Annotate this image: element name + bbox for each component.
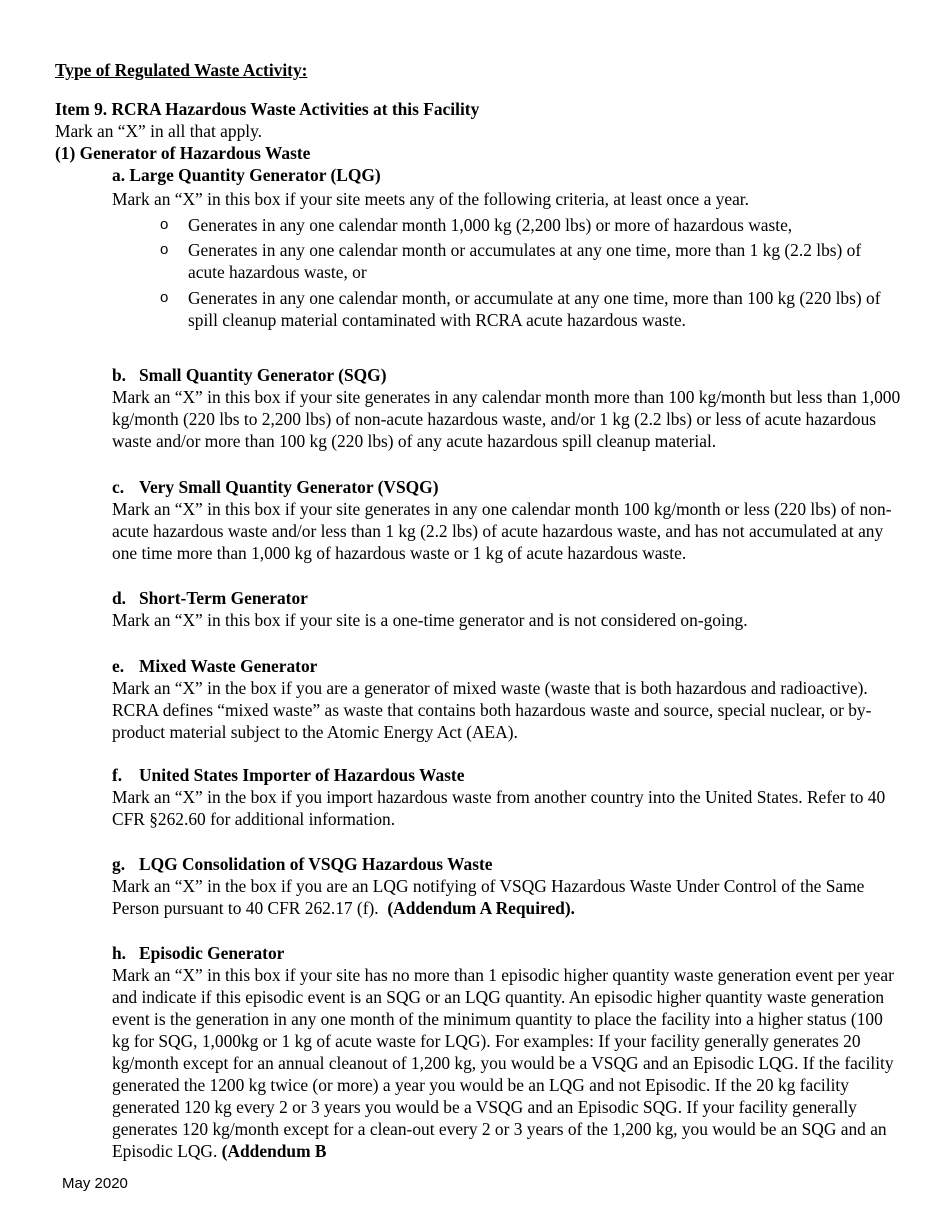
lqg-title: a. Large Quantity Generator (LQG): [112, 165, 381, 185]
vsqg-letter: c.: [112, 477, 125, 497]
mixed-body: Mark an “X” in the box if you are a generator of mixed waste (waste that is both hazardous and radioactive). RCRA defines “mixed waste” as waste that contains both hazardous waste and source, special nuclear, or by-product material subject to the Atomic Energy Act (AEA).: [112, 678, 877, 742]
lqg-bullet-text: Generates in any one calendar month, or accumulate at any one time, more than 100 kg (220 lbs) of spill cleanup material contaminated with RCRA acute hazardous waste.: [188, 288, 881, 330]
item-instruction: Mark an “X” in all that apply.: [55, 121, 263, 141]
consolidation-body-text: Mark an “X” in the box if you are an LQG notifying of VSQG Hazardous Waste Under Control of the Same Person pursuant to 40 CFR 262.17 (f).: [112, 876, 865, 918]
bullet-icon: o: [160, 241, 169, 258]
consolidation-title: LQG Consolidation of VSQG Hazardous Waste: [139, 854, 493, 874]
short-term-letter: d.: [112, 588, 127, 608]
episodic-letter: h.: [112, 943, 127, 963]
addendum-b-note: (Addendum B: [221, 1141, 327, 1161]
lqg-intro: Mark an “X” in this box if your site meets any of the following criteria, at least once a year.: [112, 189, 749, 209]
addendum-a-note: (Addendum A Required).: [387, 898, 575, 918]
item-title: Item 9. RCRA Hazardous Waste Activities at this Facility: [55, 99, 480, 119]
mixed-letter: e.: [112, 656, 125, 676]
vsqg-body: Mark an “X” in this box if your site generates in any one calendar month 100 kg/month or less (220 lbs) of non-acute hazardous waste and/or less than 1 kg (2.2 lbs) of acute hazardous waste, and has not accumulated at any one time more than 1,000 kg of hazardous waste or 1 kg of acute hazardous waste.: [112, 499, 892, 563]
consolidation-letter: g.: [112, 854, 126, 874]
sqg-letter: b.: [112, 365, 127, 385]
importer-letter: f.: [112, 765, 123, 785]
episodic-body-text: Mark an “X” in this box if your site has no more than 1 episodic higher quantity waste generation event per year and indicate if this episodic event is an SQG or an LQG quantity. An episodic higher quantity waste generation event is the generation in any one month of the minimum quantity to place the facility into a higher status (100 kg for SQG, 1,000kg or 1 kg of acute waste for LQG). For examples: If your facility generally generates 20 kg/month except for an annual cleanout of 1,200 kg, you would be a VSQG and an Episodic LQG. If the facility generated the 1200 kg twice (or more) a year you would be an LQG and not Episodic. If the 20 kg facility generated 120 kg every 2 or 3 years you would be a VSQG and an Episodic SQG. If your facility generally generates 120 kg/month except for a clean-out every 2 or 3 years of the 1,200 kg, you would be an SQG and an Episodic LQG.: [112, 965, 894, 1161]
short-term-body: Mark an “X” in this box if your site is a one-time generator and is not considered on-going.: [112, 610, 748, 630]
sqg-heading: [112, 364, 387, 386]
episodic-heading: [112, 942, 284, 964]
consolidation-heading: [112, 853, 493, 875]
mixed-heading: [112, 655, 317, 677]
footer-date: May 2020: [62, 1175, 128, 1192]
short-term-title: Short-Term Generator: [139, 588, 308, 608]
bullet-icon: o: [160, 289, 169, 306]
lqg-bullet-text: Generates in any one calendar month or accumulates at any one time, more than 1 kg (2.2 lbs) of acute hazardous waste, or: [188, 240, 862, 282]
short-term-heading: [112, 587, 308, 609]
importer-heading: [112, 764, 464, 786]
section-title: Type of Regulated Waste Activity:: [55, 60, 308, 80]
lqg-bullet-text: Generates in any one calendar month 1,000 kg (2,200 lbs) or more of hazardous waste,: [188, 215, 793, 235]
consolidation-body: [112, 875, 902, 919]
group-title: (1) Generator of Hazardous Waste: [55, 143, 311, 163]
episodic-body: [112, 964, 902, 1162]
importer-title: United States Importer of Hazardous Waste: [139, 765, 465, 785]
episodic-title: Episodic Generator: [139, 943, 285, 963]
bullet-icon: o: [160, 216, 169, 233]
mixed-title: Mixed Waste Generator: [139, 656, 318, 676]
vsqg-title: Very Small Quantity Generator (VSQG): [139, 477, 439, 497]
sqg-title: Small Quantity Generator (SQG): [139, 365, 387, 385]
importer-body: Mark an “X” in the box if you import hazardous waste from another country into the United States. Refer to 40 CFR §262.60 for additional information.: [112, 787, 886, 829]
sqg-body: Mark an “X” in this box if your site generates in any calendar month more than 100 kg/month but less than 1,000 kg/month (220 lbs to 2,200 lbs) of non-acute hazardous waste, and/or 1 kg (2.2 lbs) or less of acute hazardous waste and/or more than 100 kg (220 lbs) of any acute hazardous spill cleanup material.: [112, 387, 901, 451]
vsqg-heading: [112, 476, 439, 498]
